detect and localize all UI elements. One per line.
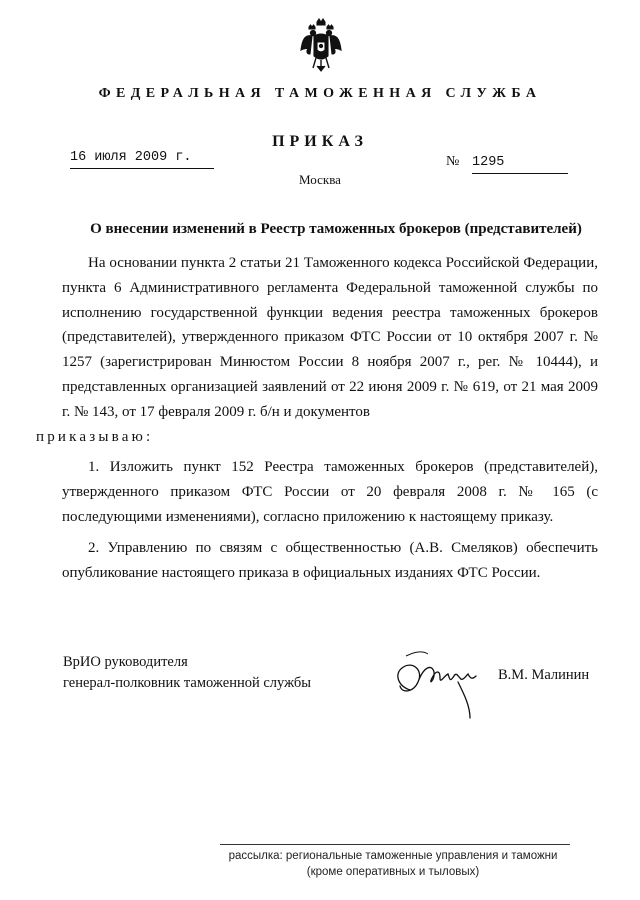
document-type: ПРИКАЗ [272,133,368,150]
order-body [36,251,598,591]
item-1-paragraph: 1. Изложить пункт 152 Реестра таможенных брокеров (представителей), утвержденного приказом ФТС России от 20 февраля 2008 г. № 165 (с последующими изменениями), согласно приложению к настоящему приказу. [62,459,598,525]
number-sign: № [446,154,460,169]
order-title: О внесении изменений в Реестр таможенных брокеров (представителей) [90,221,582,237]
signer-position [63,652,363,694]
handwritten-signature [388,646,484,722]
distribution-divider [220,844,570,845]
basis-text: На основании пункта 2 статьи 21 Таможенного кодекса Российской Федерации, пункта 6 Административного регламента Федеральной таможенной службы по исполнению государственной функции ведения реестра таможенных брокеров (представителей), утвержденного приказом ФТС России от 10 октября 2007 г. № 1257 (зарегистрирован Минюстом России 8 ноября 2007 г., рег. № 10444), и представленных организацией заявлений от 22 июня 2009 г. № 619, от 21 мая 2009 г. № 143, от 17 февраля 2009 г. б/н и документов [62,255,598,420]
coat-of-arms-icon [300,18,342,72]
order-number-field [446,152,570,174]
signer-name: В.М. Малинин [498,667,590,683]
signer-position-line2: генерал-полковник таможенной службы [63,675,312,691]
order-date: 16 июля 2009 г. [70,148,214,169]
basis-paragraph [36,251,598,449]
signer-position-line1: ВрИО руководителя [63,654,188,670]
distribution-line1: рассылка: региональные таможенные управления и таможни [228,850,558,862]
city: Москва [299,172,341,187]
distribution-list [216,848,570,880]
item-2-paragraph: 2. Управлению по связям с общественностью (А.В. Смеляков) обеспечить опубликование настоящего приказа в официальных изданиях ФТС России. [62,539,598,581]
agency-name: ФЕДЕРАЛЬНАЯ ТАМОЖЕННАЯ СЛУЖБА [98,86,542,101]
order-word: приказываю: [36,428,154,445]
distribution-line2: (кроме оперативных и тыловых) [306,866,480,878]
order-number: 1295 [472,153,568,174]
